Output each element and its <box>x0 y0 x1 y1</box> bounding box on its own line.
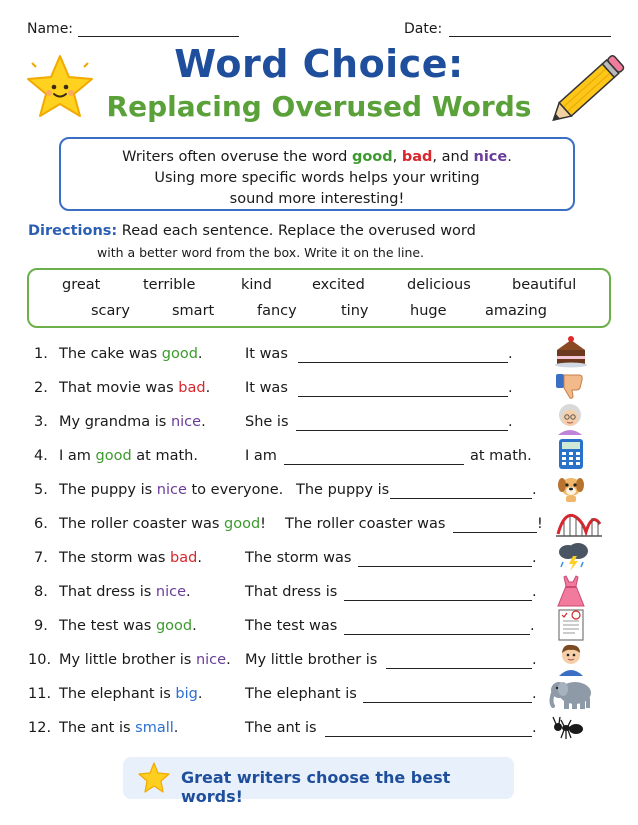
word-bank-item[interactable]: kind <box>241 277 272 293</box>
word-bank-item[interactable]: excited <box>312 277 365 293</box>
sentence-row: 9. The test was good. The test was . <box>34 618 535 634</box>
title-main: Word Choice: <box>174 42 464 86</box>
footer-star-icon <box>137 761 171 795</box>
word-bank-item[interactable]: amazing <box>485 303 547 319</box>
test-paper-icon <box>557 608 585 642</box>
word-bank <box>27 268 611 328</box>
answer-line[interactable] <box>390 498 532 499</box>
boy-icon <box>555 642 587 676</box>
thumbs-down-icon <box>553 370 587 400</box>
sentence-row: 4. I am good at math. I am at math. <box>34 448 532 464</box>
answer-line[interactable] <box>344 600 532 601</box>
directions-line-2: with a better word from the box. Write it on the line. <box>97 245 425 260</box>
word-bank-item[interactable]: tiny <box>341 303 369 319</box>
answer-line[interactable] <box>298 362 508 363</box>
answer-line[interactable] <box>298 396 508 397</box>
answer-line[interactable] <box>344 634 530 635</box>
roller-coaster-icon <box>556 506 602 538</box>
word-bank-item[interactable]: terrible <box>143 277 196 293</box>
sentence-text: The cake was good. <box>59 346 203 362</box>
date-line[interactable] <box>449 36 611 37</box>
sentence-row: 11. The elephant is big. The elephant is . <box>28 686 537 702</box>
footer-text: Great writers choose the best words! <box>181 768 451 806</box>
sentence-row: 5. The puppy is nice to everyone. The puppy is . <box>34 482 537 498</box>
sentence-number: 1. <box>34 346 48 362</box>
answer-line[interactable] <box>296 430 508 431</box>
word-bank-item[interactable]: smart <box>172 303 215 319</box>
cake-icon <box>553 334 589 368</box>
answer-line[interactable] <box>358 566 532 567</box>
sentence-row: 1. The cake was good. It was . <box>34 346 513 362</box>
directions: Directions: Read each sentence. Replace the overused word <box>28 223 476 239</box>
ant-icon <box>551 714 585 742</box>
intro-line-3: sound more interesting! <box>229 191 405 207</box>
word-bank-item[interactable]: beautiful <box>512 277 577 293</box>
answer-line[interactable] <box>453 532 537 533</box>
word-bank-item[interactable]: fancy <box>257 303 297 319</box>
word-bank-item[interactable]: great <box>62 277 101 293</box>
name-label: Name: <box>27 21 74 37</box>
answer-prompt: It was <box>245 346 288 362</box>
answer-line[interactable] <box>325 736 532 737</box>
word-bank-item[interactable]: huge <box>410 303 447 319</box>
calculator-icon <box>558 438 584 470</box>
storm-cloud-icon <box>556 540 590 572</box>
answer-line[interactable] <box>284 464 464 465</box>
intro-line-1: Writers often overuse the word good, bad, and nice. <box>122 149 512 165</box>
date-label: Date: <box>404 21 443 37</box>
sentence-row: 7. The storm was bad. The storm was . <box>34 550 537 566</box>
dress-icon <box>556 574 586 608</box>
sentence-row: 10. My little brother is nice. My little brother is . <box>28 652 537 668</box>
word-bank-item[interactable]: scary <box>91 303 130 319</box>
puppy-icon <box>554 472 588 504</box>
grandma-icon <box>554 403 586 435</box>
answer-line[interactable] <box>386 668 532 669</box>
sentence-row: 3. My grandma is nice. She is . <box>34 414 513 430</box>
word-bank-item[interactable]: delicious <box>407 277 471 293</box>
sentence-row: 8. That dress is nice. That dress is . <box>34 584 537 600</box>
sentence-row: 2. That movie was bad. It was . <box>34 380 513 396</box>
name-line[interactable] <box>78 36 239 37</box>
sentence-row: 6. The roller coaster was good! The roller coaster was ! <box>34 516 543 532</box>
elephant-icon <box>547 676 595 712</box>
intro-line-2: Using more specific words helps your writing <box>154 170 480 186</box>
answer-line[interactable] <box>363 702 532 703</box>
title-subtitle: Replacing Overused Words <box>106 90 532 123</box>
intro-box <box>59 137 575 211</box>
sentence-row: 12. The ant is small. The ant is . <box>28 720 537 736</box>
footer-banner <box>123 757 514 806</box>
